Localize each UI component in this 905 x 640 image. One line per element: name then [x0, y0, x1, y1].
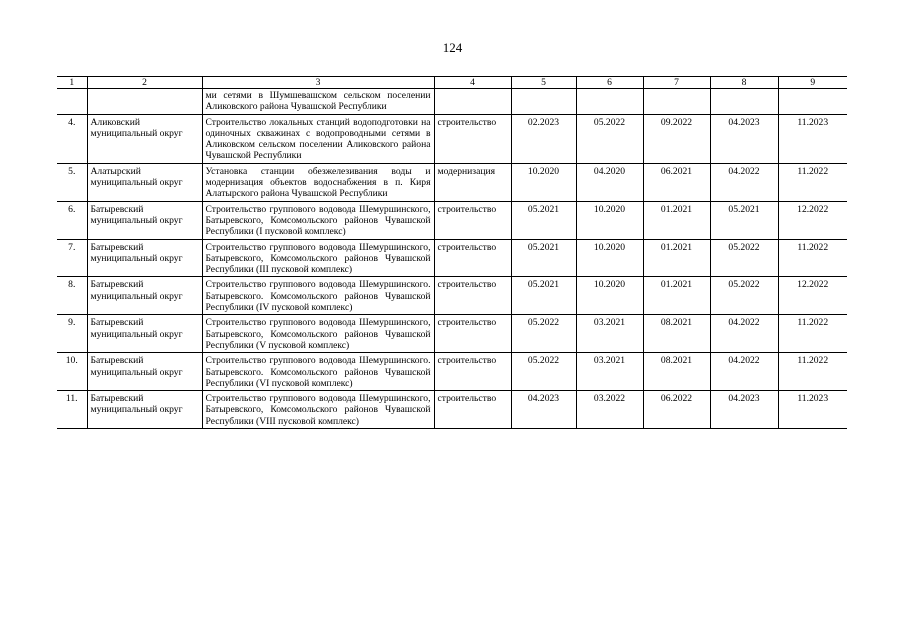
date-cell: 05.2022 — [511, 353, 576, 391]
description-cell: Строительство группового водовода Шемуршинского. Батыревского. Комсомольского районов Чувашской Республики (IV пусковой комплекс) — [202, 277, 434, 315]
column-header: 9 — [778, 77, 847, 89]
work-type-cell: строительство — [434, 315, 511, 353]
date-cell: 09.2022 — [643, 114, 710, 163]
column-header: 4 — [434, 77, 511, 89]
date-cell: 04.2022 — [710, 315, 778, 353]
row-number: 6. — [57, 201, 87, 239]
work-type-cell: строительство — [434, 277, 511, 315]
date-cell: 05.2021 — [511, 201, 576, 239]
page-number: 124 — [442, 40, 463, 55]
table-row — [57, 391, 847, 429]
column-header: 5 — [511, 77, 576, 89]
date-cell: 11.2022 — [778, 163, 847, 201]
date-cell: 04.2022 — [710, 163, 778, 201]
row-number: 4. — [57, 114, 87, 163]
date-cell: 08.2021 — [643, 315, 710, 353]
description-cell: Строительство группового водовода Шемуршинского. Батыревского. Комсомольского районов Чувашской Республики (VI пусковой комплекс) — [202, 353, 434, 391]
continuation-desc: ми сетями в Шумшевашском сельском поселении Аликовского района Чувашской Республики — [202, 89, 434, 115]
district-cell: Батыревский муниципальный округ — [87, 315, 202, 353]
date-cell: 05.2022 — [576, 114, 643, 163]
description-cell: Строительство группового водовода Шемуршинского, Батыревского, Комсомольского районов Чувашской Республики (III пусковой комплекс) — [202, 239, 434, 277]
date-cell: 05.2022 — [710, 277, 778, 315]
date-cell: 03.2021 — [576, 353, 643, 391]
column-header: 3 — [202, 77, 434, 89]
date-cell: 01.2021 — [643, 201, 710, 239]
date-cell: 10.2020 — [511, 163, 576, 201]
description-cell: Строительство локальных станций водоподготовки на одиночных скважинах с водопроводными сетями в Аликовском сельском поселении Аликовского района Чувашской Республики — [202, 114, 434, 163]
description-cell: Установка станции обезжелезивания воды и модернизация объектов водоснабжения в п. Киря Алатырского района Чувашской Республики — [202, 163, 434, 201]
date-cell: 01.2021 — [643, 239, 710, 277]
date-cell: 02.2023 — [511, 114, 576, 163]
work-type-cell: строительство — [434, 239, 511, 277]
row-number: 8. — [57, 277, 87, 315]
date-cell: 12.2022 — [778, 201, 847, 239]
description-cell: Строительство группового водовода Шемуршинского, Батыревского, Комсомольского районов Чувашской Республики (V пусковой комплекс) — [202, 315, 434, 353]
date-cell: 08.2021 — [643, 353, 710, 391]
date-cell: 12.2022 — [778, 277, 847, 315]
table-row — [57, 353, 847, 391]
district-cell: Батыревский муниципальный округ — [87, 277, 202, 315]
table-row — [57, 163, 847, 201]
header-row — [57, 77, 847, 89]
row-number: 9. — [57, 315, 87, 353]
date-cell: 01.2021 — [643, 277, 710, 315]
column-header: 2 — [87, 77, 202, 89]
date-cell: 10.2020 — [576, 277, 643, 315]
date-cell: 06.2022 — [643, 391, 710, 429]
date-cell: 04.2023 — [710, 114, 778, 163]
date-cell: 05.2022 — [511, 315, 576, 353]
date-cell: 04.2023 — [511, 391, 576, 429]
date-cell: 05.2021 — [710, 201, 778, 239]
work-type-cell: строительство — [434, 114, 511, 163]
district-cell: Батыревский муниципальный округ — [87, 353, 202, 391]
date-cell: 03.2022 — [576, 391, 643, 429]
table-row — [57, 239, 847, 277]
date-cell: 04.2020 — [576, 163, 643, 201]
date-cell: 05.2021 — [511, 239, 576, 277]
table-row — [57, 201, 847, 239]
row-number: 11. — [57, 391, 87, 429]
date-cell: 11.2022 — [778, 315, 847, 353]
date-cell: 06.2021 — [643, 163, 710, 201]
description-cell: Строительство группового водовода Шемуршинского, Батыревского, Комсомольского районов Чувашской Республики (VIII пусковой комплекс) — [202, 391, 434, 429]
date-cell: 10.2020 — [576, 201, 643, 239]
date-cell: 11.2023 — [778, 114, 847, 163]
work-type-cell: строительство — [434, 391, 511, 429]
work-type-cell: модернизация — [434, 163, 511, 201]
district-cell: Батыревский муниципальный округ — [87, 391, 202, 429]
date-cell: 11.2022 — [778, 353, 847, 391]
table-row — [57, 277, 847, 315]
description-cell: Строительство группового водовода Шемуршинского, Батыревского, Комсомольского районов Чувашской Республики (I пусковой комплекс) — [202, 201, 434, 239]
district-cell: Батыревский муниципальный округ — [87, 239, 202, 277]
column-header: 7 — [643, 77, 710, 89]
table-row — [57, 114, 847, 163]
column-header: 6 — [576, 77, 643, 89]
date-cell: 11.2022 — [778, 239, 847, 277]
work-type-cell: строительство — [434, 201, 511, 239]
date-cell: 04.2022 — [710, 353, 778, 391]
column-header: 8 — [710, 77, 778, 89]
date-cell: 11.2023 — [778, 391, 847, 429]
row-number: 10. — [57, 353, 87, 391]
date-cell: 10.2020 — [576, 239, 643, 277]
date-cell: 05.2021 — [511, 277, 576, 315]
date-cell: 03.2021 — [576, 315, 643, 353]
table-row — [57, 315, 847, 353]
work-type-cell: строительство — [434, 353, 511, 391]
district-cell: Алатырский муниципальный округ — [87, 163, 202, 201]
row-number: 5. — [57, 163, 87, 201]
column-header: 1 — [57, 77, 87, 89]
continuation-row — [57, 89, 847, 115]
date-cell: 05.2022 — [710, 239, 778, 277]
district-cell: Аликовский муниципальный округ — [87, 114, 202, 163]
date-cell: 04.2023 — [710, 391, 778, 429]
objects-table — [57, 76, 847, 429]
district-cell: Батыревский муниципальный округ — [87, 201, 202, 239]
row-number: 7. — [57, 239, 87, 277]
